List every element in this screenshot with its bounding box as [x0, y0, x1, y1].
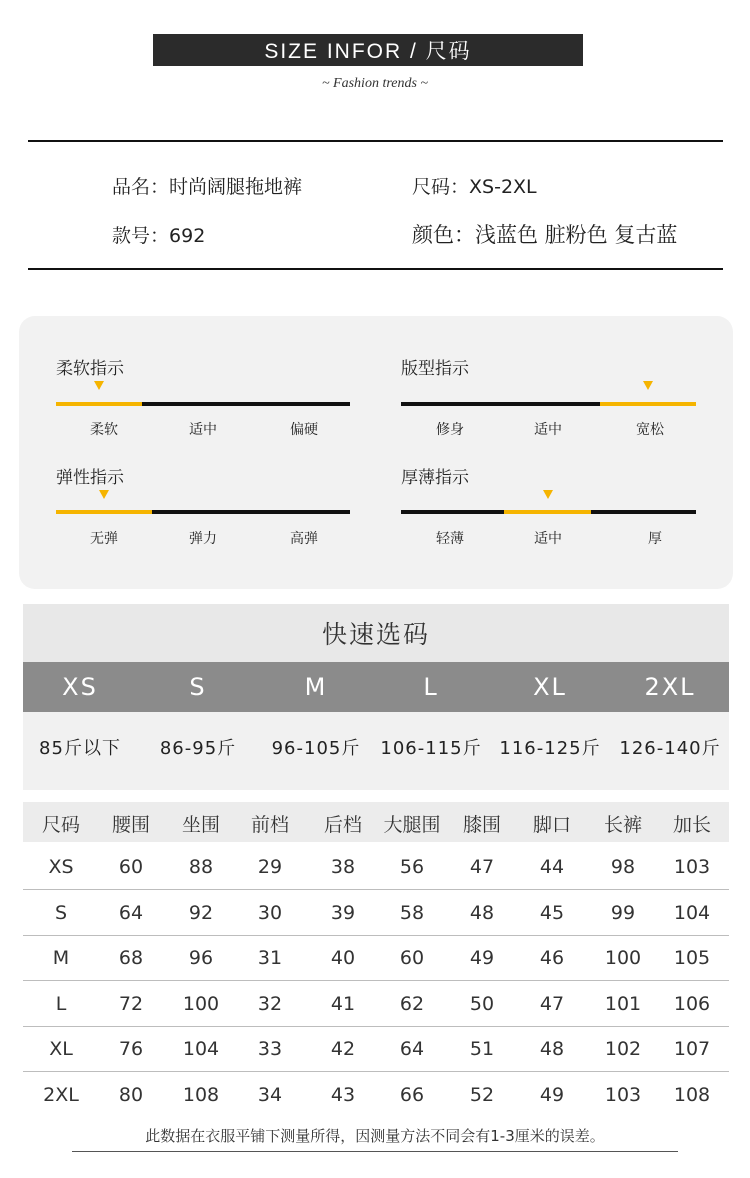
size-table-cell: 52	[469, 1083, 495, 1106]
quick-size-row	[23, 662, 729, 712]
size-table-cell: 44	[539, 856, 565, 878]
thickness-bar-segment	[591, 510, 696, 514]
size-table-cell: 64	[118, 901, 144, 924]
size-table-row-divider	[23, 1026, 729, 1027]
size-table-cell: 45	[539, 901, 565, 924]
size-table-cell: 72	[118, 992, 144, 1015]
size-table-row-label: L	[55, 992, 67, 1015]
divider-top	[28, 140, 723, 142]
softness-bar-segment	[265, 402, 350, 406]
size-table-cell: 40	[330, 947, 356, 969]
size-table-row-divider	[23, 980, 729, 981]
quick-size-2xl: 2XL	[644, 673, 696, 701]
size-table-cell: 66	[399, 1083, 425, 1106]
indicator-marker-icon	[643, 381, 653, 390]
quick-size-xl: XL	[533, 673, 567, 701]
elasticity-option-label: 弹力	[189, 531, 217, 547]
size-table-cell: 103	[604, 1083, 642, 1106]
size-table-cell: 103	[673, 856, 711, 878]
colors-label: 颜色：	[412, 223, 475, 247]
size-table-cell: 58	[399, 901, 425, 924]
size-table-column-header: 尺码	[41, 814, 80, 836]
elasticity-option-label: 无弹	[90, 531, 118, 547]
size-table-cell: 62	[399, 992, 425, 1015]
size-table-cell: 49	[469, 947, 495, 969]
size-table-cell: 48	[539, 1038, 565, 1060]
size-table-cell: 32	[257, 992, 283, 1015]
quick-weight-value: 85斤以下	[39, 738, 121, 759]
size-table-cell: 29	[257, 856, 283, 878]
size-table-cell: 80	[118, 1083, 144, 1106]
size-table-cell: 38	[330, 856, 356, 878]
size-table-row-divider	[23, 935, 729, 936]
quick-size-l: L	[423, 673, 439, 701]
size-table-cell: 68	[118, 947, 144, 969]
size-table-column-header: 后档	[323, 814, 362, 836]
quick-size-title: 快速选码	[23, 604, 729, 662]
fit-option-label: 适中	[534, 422, 562, 438]
quick-weight-row	[23, 712, 729, 790]
size-table-column-header: 长裤	[603, 814, 642, 836]
size-table-cell: 34	[257, 1083, 283, 1106]
softness-option-label: 适中	[189, 422, 217, 438]
softness-option-label: 柔软	[90, 422, 118, 438]
size-table-row-label: XL	[49, 1038, 73, 1060]
thickness-option-label: 轻薄	[436, 531, 464, 547]
size-table-cell: 51	[469, 1038, 495, 1060]
thickness-indicator-title: 厚薄指示	[401, 468, 469, 488]
product-size-range	[412, 172, 537, 199]
product-name	[112, 172, 302, 199]
fit-indicator-title: 版型指示	[401, 359, 469, 379]
quick-weight-value: 126-140斤	[619, 738, 721, 759]
softness-bar-segment	[142, 402, 265, 406]
product-style-number	[112, 221, 205, 248]
fit-option-label: 宽松	[636, 422, 664, 438]
size-table-row-label: M	[52, 947, 70, 969]
measurement-note: 此数据在衣服平铺下测量所得，因测量方法不同会有1-3厘米的误差。	[145, 1127, 605, 1145]
size-table-cell: 31	[257, 947, 283, 969]
quick-size-s: S	[189, 673, 207, 701]
quick-size-xs: XS	[62, 673, 98, 701]
size-table-cell: 47	[469, 856, 495, 878]
product-name-value: 时尚阔腿拖地裤	[169, 176, 303, 198]
size-table-cell: 98	[610, 856, 636, 878]
size-table-column-header: 大腿围	[383, 814, 441, 836]
size-range-value: XS-2XL	[469, 176, 537, 198]
size-table-cell: 102	[604, 1038, 642, 1060]
size-table-cell: 76	[118, 1038, 144, 1060]
size-table-column-header: 膝围	[462, 814, 501, 836]
size-table-column-header: 腰围	[111, 814, 150, 836]
softness-indicator-title: 柔软指示	[56, 359, 124, 379]
footnote-underline	[72, 1151, 678, 1152]
size-table-cell: 50	[469, 992, 495, 1015]
quick-size-m: M	[304, 673, 328, 701]
indicator-marker-icon	[99, 490, 109, 499]
divider-bottom	[28, 268, 723, 270]
size-table-column-header: 脚口	[532, 814, 571, 836]
size-table-cell: 104	[673, 901, 711, 924]
size-table-cell: 96	[188, 947, 214, 969]
size-table-cell: 48	[469, 901, 495, 924]
size-table-cell: 30	[257, 901, 283, 924]
size-range-label: 尺码：	[412, 176, 470, 198]
elasticity-option-label: 高弹	[290, 531, 318, 547]
size-table-cell: 99	[610, 901, 636, 924]
size-table-cell: 39	[330, 901, 356, 924]
size-table-cell: 106	[673, 992, 711, 1015]
page-title: SIZE INFOR / 尺码	[153, 34, 583, 66]
elasticity-bar-segment	[152, 510, 255, 514]
fit-bar-segment	[401, 402, 600, 406]
quick-weight-value: 96-105斤	[271, 738, 361, 759]
size-table-cell: 100	[604, 947, 642, 969]
size-table-cell: 108	[673, 1083, 711, 1106]
size-table-cell: 88	[188, 856, 214, 878]
elasticity-bar-segment	[56, 510, 152, 514]
page-subtitle: ~ Fashion trends ~	[321, 76, 429, 91]
quick-weight-value: 86-95斤	[159, 738, 237, 759]
size-table-cell: 60	[118, 856, 144, 878]
size-table-row-label: XS	[48, 856, 74, 878]
size-table-cell: 100	[182, 992, 220, 1015]
size-table-row-label: S	[54, 901, 68, 924]
quick-weight-value: 116-125斤	[499, 738, 601, 759]
size-table-cell: 41	[330, 992, 356, 1015]
thickness-option-label: 适中	[534, 531, 562, 547]
fabric-indicators-panel	[19, 316, 733, 589]
elasticity-indicator-title: 弹性指示	[56, 468, 124, 488]
size-table-cell: 105	[673, 947, 711, 969]
fit-option-label: 修身	[436, 422, 464, 438]
fit-bar-segment	[600, 402, 696, 406]
elasticity-bar-segment	[255, 510, 350, 514]
style-number-value: 692	[169, 225, 206, 247]
thickness-bar-segment	[401, 510, 504, 514]
indicator-marker-icon	[543, 490, 553, 499]
softness-option-label: 偏硬	[290, 422, 318, 438]
size-table-cell: 107	[673, 1038, 711, 1060]
size-table-row-label: 2XL	[43, 1083, 79, 1106]
indicator-marker-icon	[94, 381, 104, 390]
size-table-row-divider	[23, 889, 729, 890]
size-table-cell: 43	[330, 1083, 356, 1106]
thickness-option-label: 厚	[648, 531, 662, 547]
size-table-cell: 47	[539, 992, 565, 1015]
size-table-cell: 49	[539, 1083, 565, 1106]
size-table-cell: 104	[182, 1038, 220, 1060]
size-table-cell: 56	[399, 856, 425, 878]
colors-value: 浅蓝色 脏粉色 复古蓝	[475, 223, 678, 247]
size-table-column-header: 坐围	[181, 814, 220, 836]
size-table-cell: 108	[182, 1083, 220, 1106]
size-table-cell: 33	[257, 1038, 283, 1060]
size-table-cell: 46	[539, 947, 565, 969]
softness-bar-segment	[56, 402, 142, 406]
size-table-cell: 101	[604, 992, 642, 1015]
size-table-column-header: 加长	[672, 814, 711, 836]
quick-weight-value: 106-115斤	[380, 738, 482, 759]
product-colors	[412, 219, 677, 249]
size-table-cell: 60	[399, 947, 425, 969]
size-table-row-divider	[23, 1071, 729, 1072]
size-table-cell: 64	[399, 1038, 425, 1060]
size-table-cell: 92	[188, 901, 214, 924]
style-number-label: 款号：	[112, 225, 170, 247]
thickness-bar-segment	[504, 510, 591, 514]
product-name-label: 品名：	[112, 176, 170, 198]
size-table-cell: 42	[330, 1038, 356, 1060]
size-table-column-header: 前档	[250, 814, 289, 836]
